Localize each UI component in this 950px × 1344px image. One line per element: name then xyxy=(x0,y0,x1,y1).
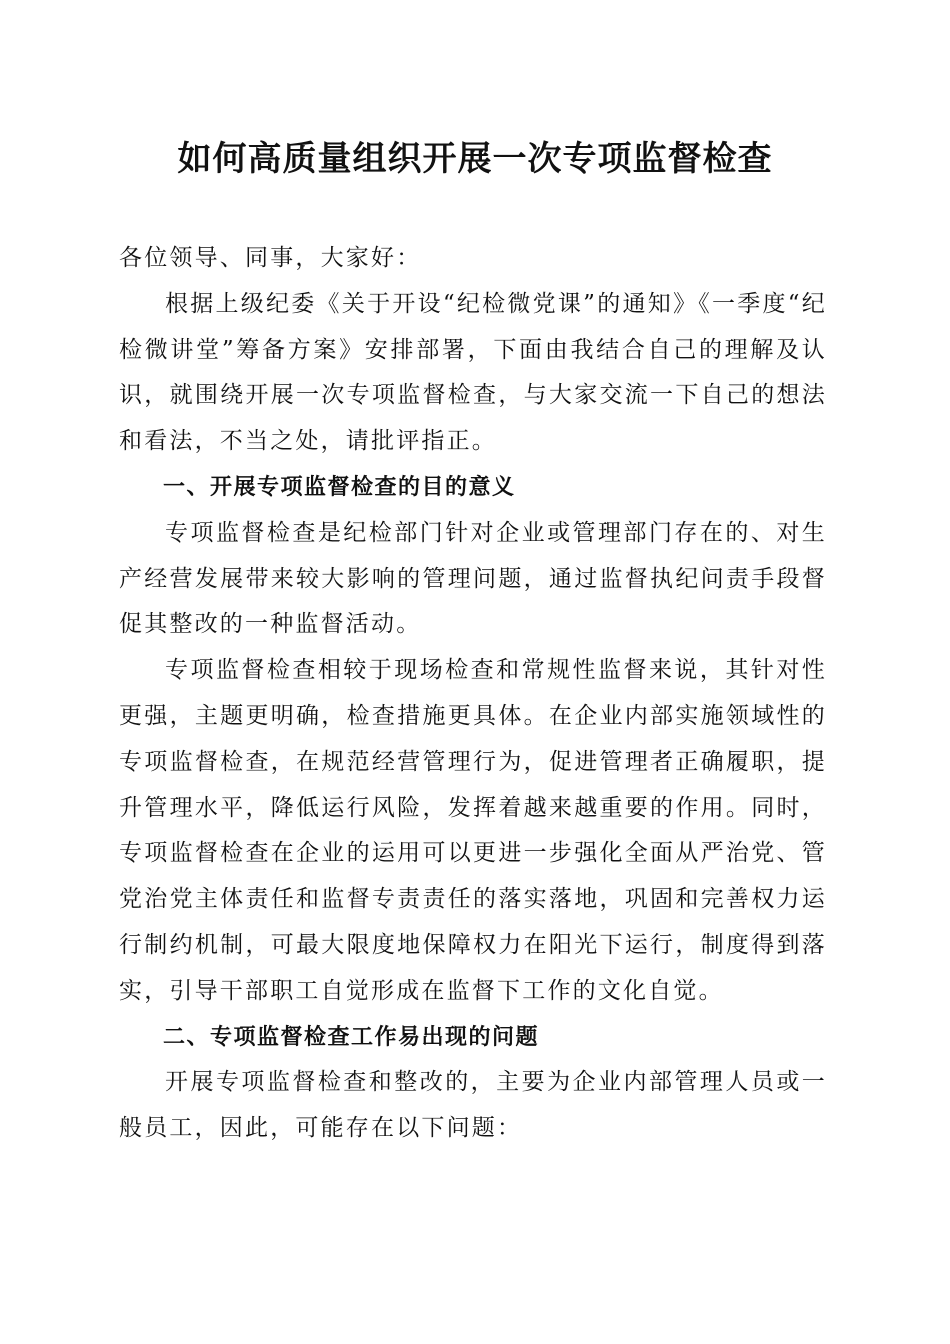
intro-paragraph: 根据上级纪委《关于开设“纪检微党课”的通知》《一季度“纪检微讲堂”筹备方案》安排部署，下面由我结合自己的理解及认识，就围绕开展一次专项监督检查，与大家交流一下自己的想法和看法，不当之处，请批评指正。 xyxy=(119,290,827,455)
document-title: 如何高质量组织开展一次专项监督检查 xyxy=(177,139,773,179)
paragraph-problems-intro: 开展专项监督检查和整改的，主要为企业内部管理人员或一般员工，因此，可能存在以下问题： xyxy=(119,1069,827,1142)
document-body xyxy=(119,236,827,1152)
section-heading-1: 一、开展专项监督检查的目的意义 xyxy=(163,474,516,500)
paragraph-definition: 专项监督检查是纪检部门针对企业或管理部门存在的、对生产经营发展带来较大影响的管理问题，通过监督执纪问责手段督促其整改的一种监督活动。 xyxy=(119,519,827,638)
paragraph-significance: 专项监督检查相较于现场检查和常规性监督来说，其针对性更强，主题更明确，检查措施更具体。在企业内部实施领域性的专项监督检查，在规范经营管理行为，促进管理者正确履职，提升管理水平，降低运行风险，发挥着越来越重要的作用。同时，专项监督检查在企业的运用可以更进一步强化全面从严治党、管党治党主体责任和监督专责责任的落实落地，巩固和完善权力运行制约机制，可最大限度地保障权力在阳光下运行，制度得到落实，引导干部职工自觉形成在监督下工作的文化自觉。 xyxy=(119,657,827,1004)
section-heading-2: 二、专项监督检查工作易出现的问题 xyxy=(163,1024,540,1050)
salutation: 各位领导、同事，大家好： xyxy=(119,245,422,271)
